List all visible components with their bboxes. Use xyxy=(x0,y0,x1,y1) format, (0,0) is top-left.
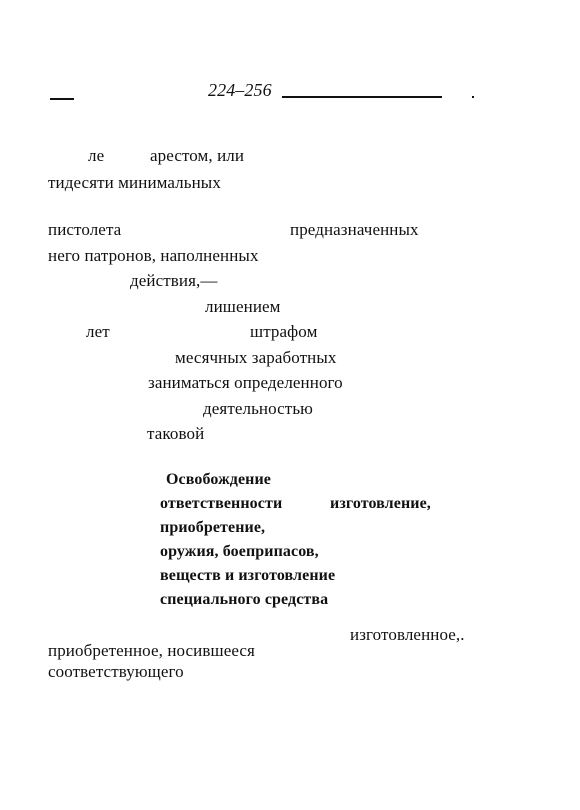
text-line: предназначенных xyxy=(290,220,419,239)
article-number: 224–256 xyxy=(208,80,272,100)
section-heading: ответственности xyxy=(160,495,283,512)
text-line: заниматься определенного xyxy=(148,373,343,392)
section-heading: Освобождение xyxy=(166,471,272,488)
section-heading: специального средства xyxy=(160,591,329,608)
text-line: приобретенное, носившееся xyxy=(48,641,255,660)
text-line: штрафом xyxy=(250,322,318,341)
header-right-dot xyxy=(472,96,474,98)
section-heading: изготовление, xyxy=(330,495,431,512)
text-line: действия,— xyxy=(130,271,218,290)
section-heading: веществ и изготовление xyxy=(160,567,336,584)
text-line: изготовленное,. xyxy=(350,625,465,644)
text-line: таковой xyxy=(147,424,205,443)
text-line: соответствующего xyxy=(48,662,184,681)
header-underline xyxy=(282,96,442,98)
section-heading: оружия, боеприпасов, xyxy=(160,543,319,560)
header-left-rule xyxy=(50,98,74,100)
text-line: пистолета xyxy=(48,220,122,239)
text-line: тидесяти минимальных xyxy=(48,173,221,192)
text-line: месячных заработных xyxy=(175,348,337,367)
text-line: лет xyxy=(86,322,110,341)
section-heading: приобретение, xyxy=(160,519,266,536)
text-line: него патронов, наполненных xyxy=(48,246,259,265)
text-line: арестом, или xyxy=(150,146,245,165)
text-line: ле xyxy=(88,146,105,165)
text-line: лишением xyxy=(205,297,281,316)
text-line: деятельностью xyxy=(203,399,313,418)
